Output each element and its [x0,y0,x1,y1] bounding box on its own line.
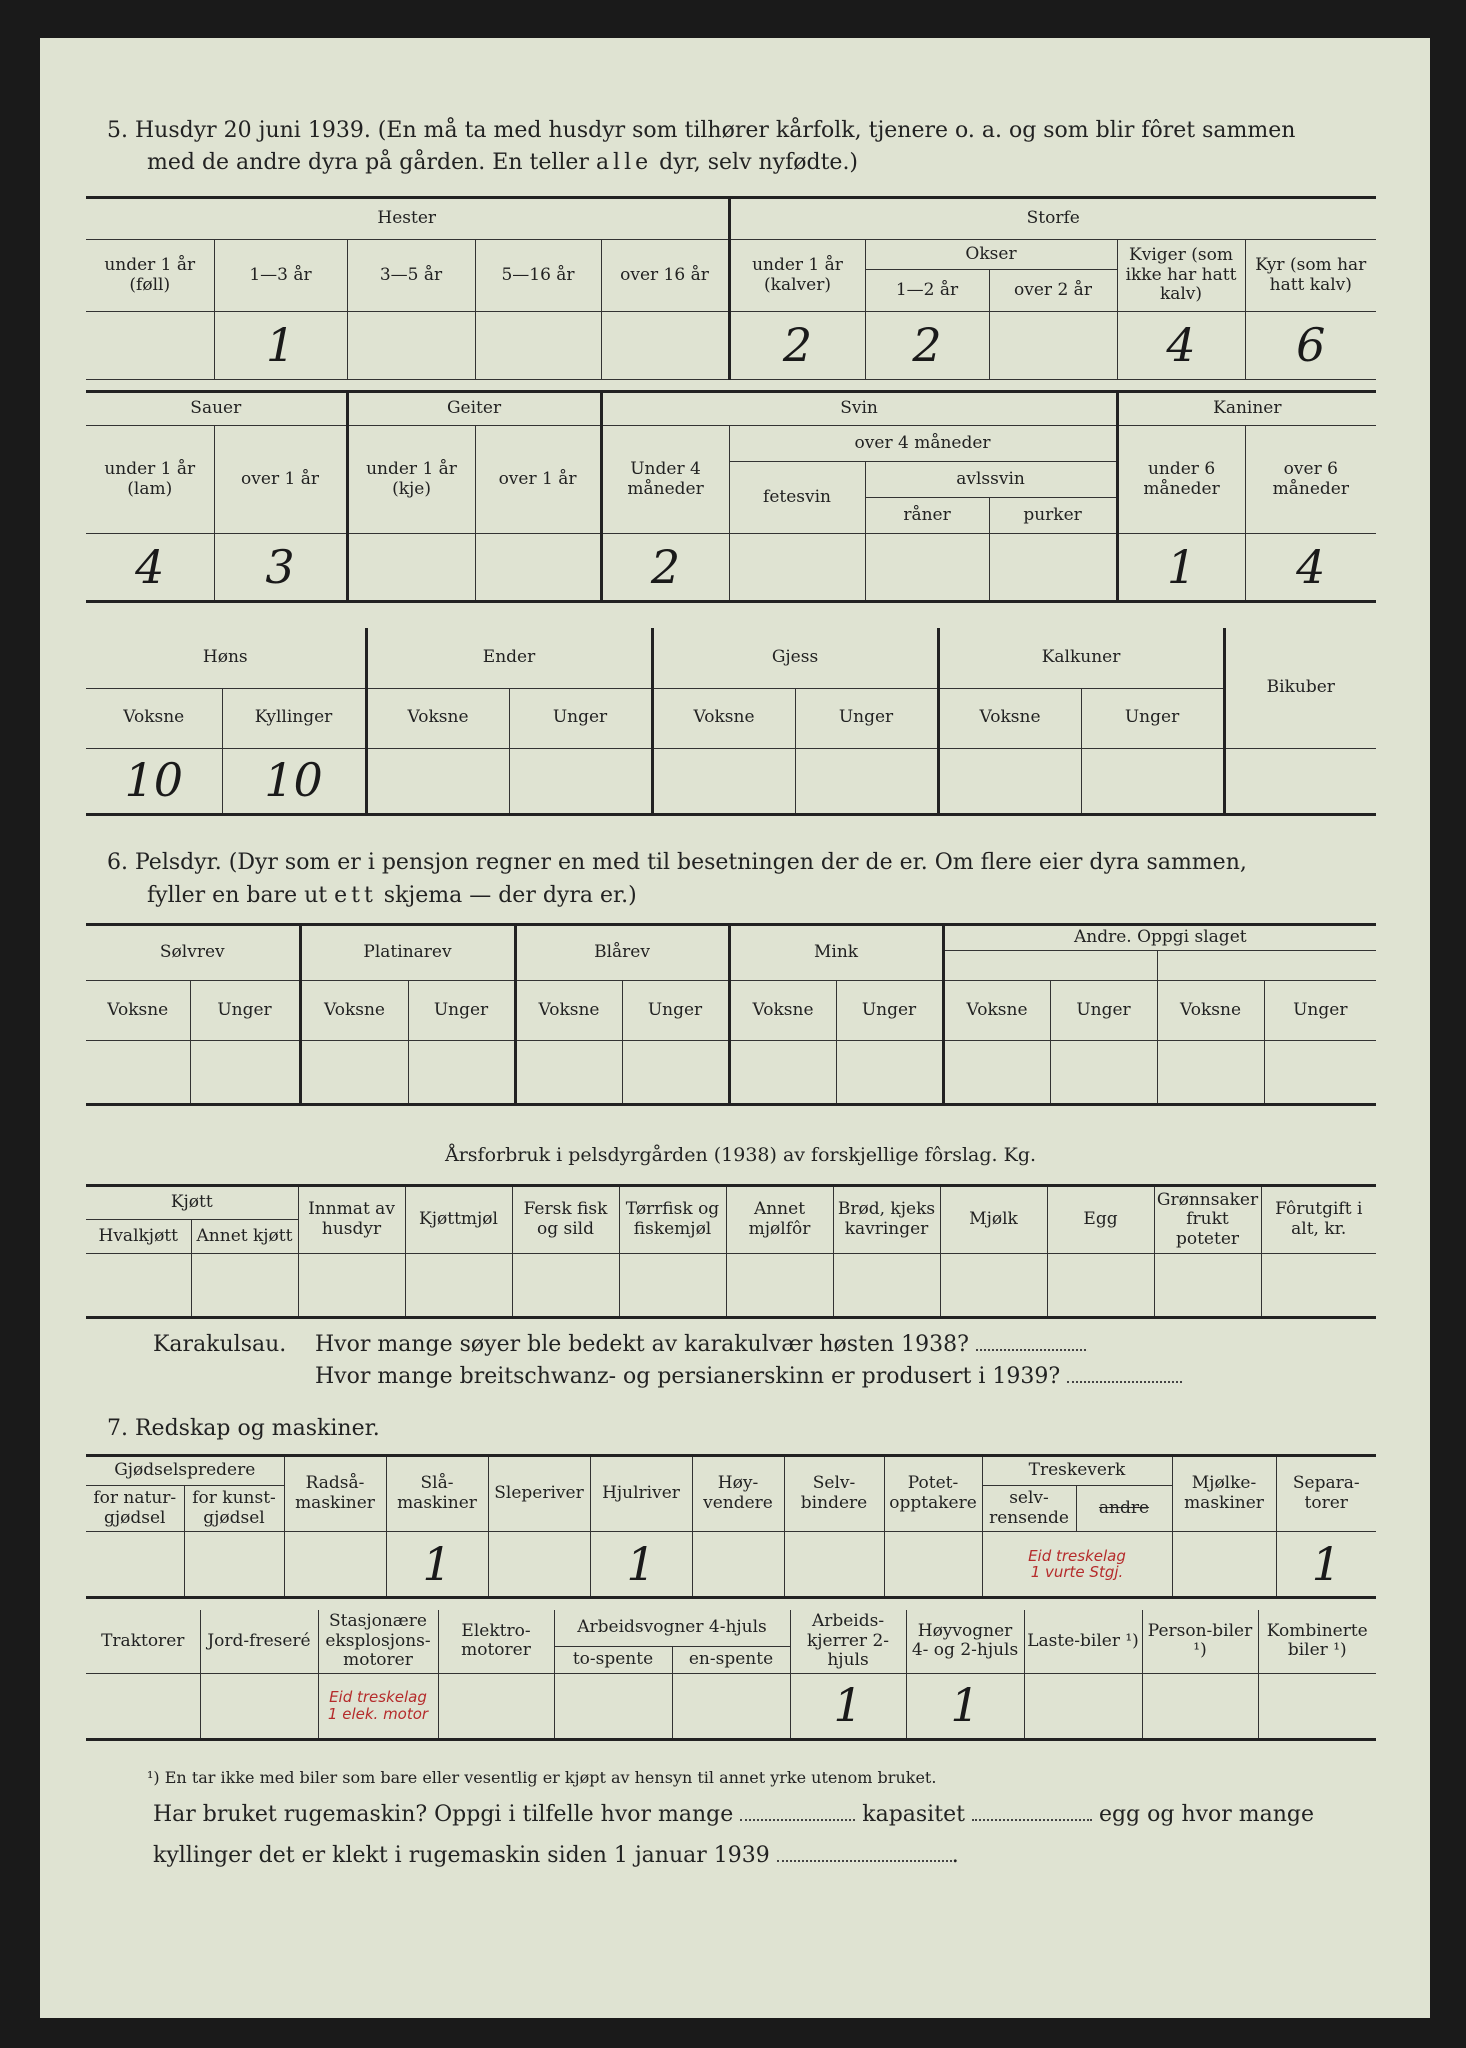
value-cell[interactable]: 4 [1117,312,1245,380]
col-header: Tørrfisk og fiskemjøl [619,1186,726,1254]
fur-animals-table [86,923,1376,1106]
value-cell[interactable] [1261,1254,1376,1318]
value-cell[interactable]: 6 [1245,312,1376,380]
value-cell[interactable] [692,1532,784,1598]
value-cell[interactable] [884,1532,982,1598]
col-header: under 1 år (kalver) [729,240,865,312]
value-cell[interactable] [601,312,729,380]
value-cell[interactable] [940,1254,1047,1318]
section6-line2: fyller en bare ut ett skjema — der dyra er.) [147,883,637,908]
col-header: Separa-torer [1276,1456,1376,1532]
value-cell[interactable] [347,534,475,602]
value-cell[interactable]: 1 [1276,1532,1376,1598]
col-header: råner [865,498,989,534]
col-header: under 6 måneder [1117,426,1245,534]
value-cell[interactable] [795,748,938,814]
col-header: Traktorer [86,1610,200,1673]
value-cell[interactable]: 3 [214,534,347,602]
blank-header [1157,951,1376,981]
value-cell[interactable] [475,534,601,602]
value-cell[interactable] [989,534,1117,602]
col-header: Arbeids-kjerrer 2-hjuls [790,1610,906,1673]
value-cell[interactable] [191,1254,298,1318]
col-header: Unger [408,981,515,1041]
solvrev-header: Sølvrev [86,925,300,981]
col-header: Fersk fisk og sild [512,1186,619,1254]
feed-consumption-table [86,1184,1376,1319]
value-cell[interactable] [836,1041,943,1105]
value-cell[interactable] [86,1532,184,1598]
value-cell[interactable] [86,312,214,380]
section6-line1: 6. Pelsdyr. (Dyr som er i pensjon regner en med til besetningen der de er. Om flere eier dyra sammen, [107,850,1247,875]
value-cell[interactable]: 2 [729,312,865,380]
col-header: under 1 år (lam) [86,426,214,534]
col-header: Elektro-motorer [438,1610,554,1673]
value-cell[interactable] [938,748,1081,814]
col-header: 3—5 år [347,240,475,312]
col-header: Voksne [943,981,1050,1041]
value-cell[interactable]: 10 [86,748,222,814]
livestock-sheep-goats-pigs-table [86,390,1376,603]
value-cell[interactable] [1172,1532,1276,1598]
kjott-header: Kjøtt [86,1186,298,1220]
col-header: Voksne [366,688,509,748]
value-cell[interactable] [475,312,601,380]
blarev-header: Blårev [515,925,729,981]
value-cell[interactable] [200,1673,318,1739]
col-header: Voksne [729,981,836,1041]
handwritten-note: 1 vurte Stgj. [1030,1563,1124,1581]
col-header: over 1 år [214,426,347,534]
col-header: 1—2 år [865,270,989,312]
value-cell[interactable]: 1 [386,1532,488,1598]
col-header: over 1 år [475,426,601,534]
col-header: for natur-gjødsel [86,1486,184,1532]
ender-header: Ender [366,628,652,688]
treskeverk-note-cell[interactable] [982,1532,1172,1598]
value-cell[interactable] [989,312,1117,380]
value-cell[interactable]: 1 [906,1673,1024,1739]
col-header: Kviger (som ikke har hatt kalv) [1117,240,1245,312]
col-header: Grønnsaker frukt poteter [1154,1186,1261,1254]
col-header: Innmat av husdyr [298,1186,405,1254]
col-header: Stasjonære eksplosjons-motorer [318,1610,438,1673]
col-header: Unger [795,688,938,748]
col-header: over 2 år [989,270,1117,312]
col-header: Voksne [938,688,1081,748]
blank-header [943,951,1157,981]
mink-header: Mink [729,925,943,981]
col-header: Voksne [652,688,795,748]
value-cell[interactable] [86,1673,200,1739]
okser-header: Okser [865,240,1117,270]
footnote: ¹) En tar ikke med biler som bare eller vesentlig er kjøpt av hensyn til annet yrke utenom bruket. [147,1768,937,1787]
col-header: selv-rensende [982,1486,1076,1532]
col-header: Laste-biler ¹) [1024,1610,1142,1673]
col-header: Brød, kjeks kavringer [833,1186,940,1254]
value-cell[interactable] [1258,1673,1376,1739]
col-header: over 4 måneder [729,426,1117,462]
equipment-table-2 [86,1610,1376,1741]
gjodsel-header: Gjødselspredere [86,1456,284,1486]
col-header: Fôrutgift i alt, kr. [1261,1186,1376,1254]
value-cell[interactable] [300,1041,408,1105]
answer-line[interactable] [976,1333,1086,1351]
col-header: avlssvin [865,462,1117,498]
col-header: Slå-maskiner [386,1456,488,1532]
storfe-header: Storfe [729,198,1376,240]
value-cell[interactable] [1157,1041,1264,1105]
value-cell[interactable] [1224,748,1376,814]
col-header: Mjølke-maskiner [1172,1456,1276,1532]
platinarev-header: Platinarev [300,925,515,981]
col-header: en-spente [672,1647,790,1673]
value-cell[interactable] [190,1041,300,1105]
value-cell[interactable] [943,1041,1050,1105]
col-header: Voksne [1157,981,1264,1041]
value-cell[interactable] [405,1254,512,1318]
answer-line[interactable] [1067,1365,1182,1383]
arbeidsvogner-header: Arbeidsvogner 4-hjuls [554,1610,790,1647]
handwritten-note: Eid treskelag [329,1688,427,1707]
value-cell[interactable] [284,1532,386,1598]
col-header: Hjulriver [590,1456,692,1532]
value-cell[interactable] [86,1254,191,1318]
answer-line[interactable] [777,1844,952,1862]
col-header: 5—16 år [475,240,601,312]
col-header: Kyr (som har hatt kalv) [1245,240,1376,312]
value-cell[interactable] [729,1041,836,1105]
col-header: Under 4 måneder [601,426,729,534]
col-header: Kombinerte biler ¹) [1258,1610,1376,1673]
value-cell[interactable] [726,1254,833,1318]
value-cell[interactable] [1081,748,1224,814]
motor-note-cell[interactable] [318,1673,438,1739]
col-header: Unger [190,981,300,1041]
value-cell[interactable] [488,1532,590,1598]
handwritten-note: 1 elek. motor [327,1704,429,1723]
value-cell[interactable] [865,534,989,602]
value-cell[interactable] [1142,1673,1258,1739]
answer-line[interactable] [972,1803,1092,1821]
gjess-header: Gjess [652,628,938,688]
value-cell[interactable] [366,748,509,814]
kalkuner-header: Kalkuner [938,628,1224,688]
value-cell[interactable]: 4 [1245,534,1376,602]
value-cell[interactable]: 1 [1117,534,1245,602]
col-header: Jord-freseré [200,1610,318,1673]
col-header: under 1 år (føll) [86,240,214,312]
sauer-header: Sauer [86,392,347,426]
value-cell[interactable] [1154,1254,1261,1318]
col-header: Mjølk [940,1186,1047,1254]
value-cell[interactable]: 1 [214,312,347,380]
col-header: Person-biler ¹) [1142,1610,1258,1673]
col-header: Unger [1264,981,1376,1041]
col-header: Unger [622,981,729,1041]
col-header: to-spente [554,1647,672,1673]
value-cell[interactable] [515,1041,622,1105]
value-cell[interactable] [184,1532,284,1598]
col-header: Hvalkjøtt [86,1220,191,1254]
section7-title: 7. Redskap og maskiner. [107,1416,380,1441]
col-header: Potet-opptakere [884,1456,982,1532]
col-header: Annet kjøtt [191,1220,298,1254]
col-header: for kunst-gjødsel [184,1486,284,1532]
svin-header: Svin [601,392,1117,426]
col-header: over 6 måneder [1245,426,1376,534]
col-header: purker [989,498,1117,534]
value-cell[interactable] [347,312,475,380]
value-cell[interactable]: 1 [790,1673,906,1739]
livestock-horses-cattle-table [86,196,1376,380]
col-header: Egg [1047,1186,1154,1254]
col-header: 1—3 år [214,240,347,312]
andre-header: Andre. Oppgi slaget [943,925,1376,951]
col-header: Voksne [86,981,190,1041]
col-header: under 1 år (kje) [347,426,475,534]
value-cell[interactable] [672,1673,790,1739]
section5-line2: med de andre dyra på gården. En teller alle dyr, selv nyfødte.) [147,150,859,175]
col-header: Selv-bindere [784,1456,884,1532]
value-cell[interactable] [86,1041,190,1105]
karakul-question-2: Hvor mange breitschwanz- og persianerskinn er produsert i 1939? [315,1364,1182,1389]
col-header: Kjøttmjøl [405,1186,512,1254]
equipment-table-1 [86,1454,1376,1599]
value-cell[interactable]: 2 [601,534,729,602]
col-header: Høyvogner 4- og 2-hjuls [906,1610,1024,1673]
value-cell[interactable] [622,1041,729,1105]
col-header: Unger [1081,688,1224,748]
hester-header: Hester [86,198,729,240]
bikuber-header: Bikuber [1224,628,1376,748]
col-header: Høy-vendere [692,1456,784,1532]
hons-header: Høns [86,628,366,688]
rugemaskin-line2: kyllinger det er klekt i rugemaskin siden 1 januar 1939 . [153,1843,959,1868]
value-cell[interactable] [729,534,865,602]
value-cell[interactable] [1050,1041,1157,1105]
karakul-question-1: Hvor mange søyer ble bedekt av karakulvær høsten 1938? [315,1332,1086,1357]
census-form-page [40,38,1430,2018]
value-cell[interactable]: 2 [865,312,989,380]
value-cell[interactable] [1047,1254,1154,1318]
value-cell[interactable] [1024,1673,1142,1739]
value-cell[interactable] [833,1254,940,1318]
col-header: Unger [509,688,652,748]
kaniner-header: Kaniner [1117,392,1376,426]
value-cell[interactable] [1264,1041,1376,1105]
col-header: over 16 år [601,240,729,312]
col-header: andre [1076,1486,1172,1532]
col-header: fetesvin [729,462,865,534]
col-header: Kyllinger [222,688,366,748]
handwritten-note: Eid treskelag [1028,1546,1126,1565]
value-cell[interactable] [652,748,795,814]
arsforbruk-title: Årsforbruk i pelsdyrgården (1938) av forskjellige fôrslag. Kg. [445,1144,1037,1166]
col-header: Sleperiver [488,1456,590,1532]
value-cell[interactable] [554,1673,672,1739]
value-cell[interactable]: 1 [590,1532,692,1598]
poultry-table [86,628,1376,816]
value-cell[interactable]: 4 [86,534,214,602]
value-cell[interactable]: 10 [222,748,366,814]
geiter-header: Geiter [347,392,601,426]
rugemaskin-line1: Har bruket rugemaskin? Oppgi i tilfelle hvor mange kapasitet egg og hvor mange [153,1802,1315,1827]
col-header: Voksne [515,981,622,1041]
col-header: Radså-maskiner [284,1456,386,1532]
answer-line[interactable] [740,1803,855,1821]
col-header: Voksne [86,688,222,748]
col-header: Unger [1050,981,1157,1041]
value-cell[interactable] [784,1532,884,1598]
value-cell[interactable] [298,1254,405,1318]
value-cell[interactable] [509,748,652,814]
value-cell[interactable] [512,1254,619,1318]
value-cell[interactable] [408,1041,515,1105]
col-header: Annet mjølfôr [726,1186,833,1254]
col-header: Voksne [300,981,408,1041]
treskeverk-header: Treskeverk [982,1456,1172,1486]
value-cell[interactable] [438,1673,554,1739]
karakul-label: Karakulsau. [153,1332,287,1357]
col-header: Unger [836,981,943,1041]
value-cell[interactable] [619,1254,726,1318]
section5-line1: 5. Husdyr 20 juni 1939. (En må ta med husdyr som tilhører kårfolk, tjenere o. a. og som blir fôret sammen [107,118,1296,143]
